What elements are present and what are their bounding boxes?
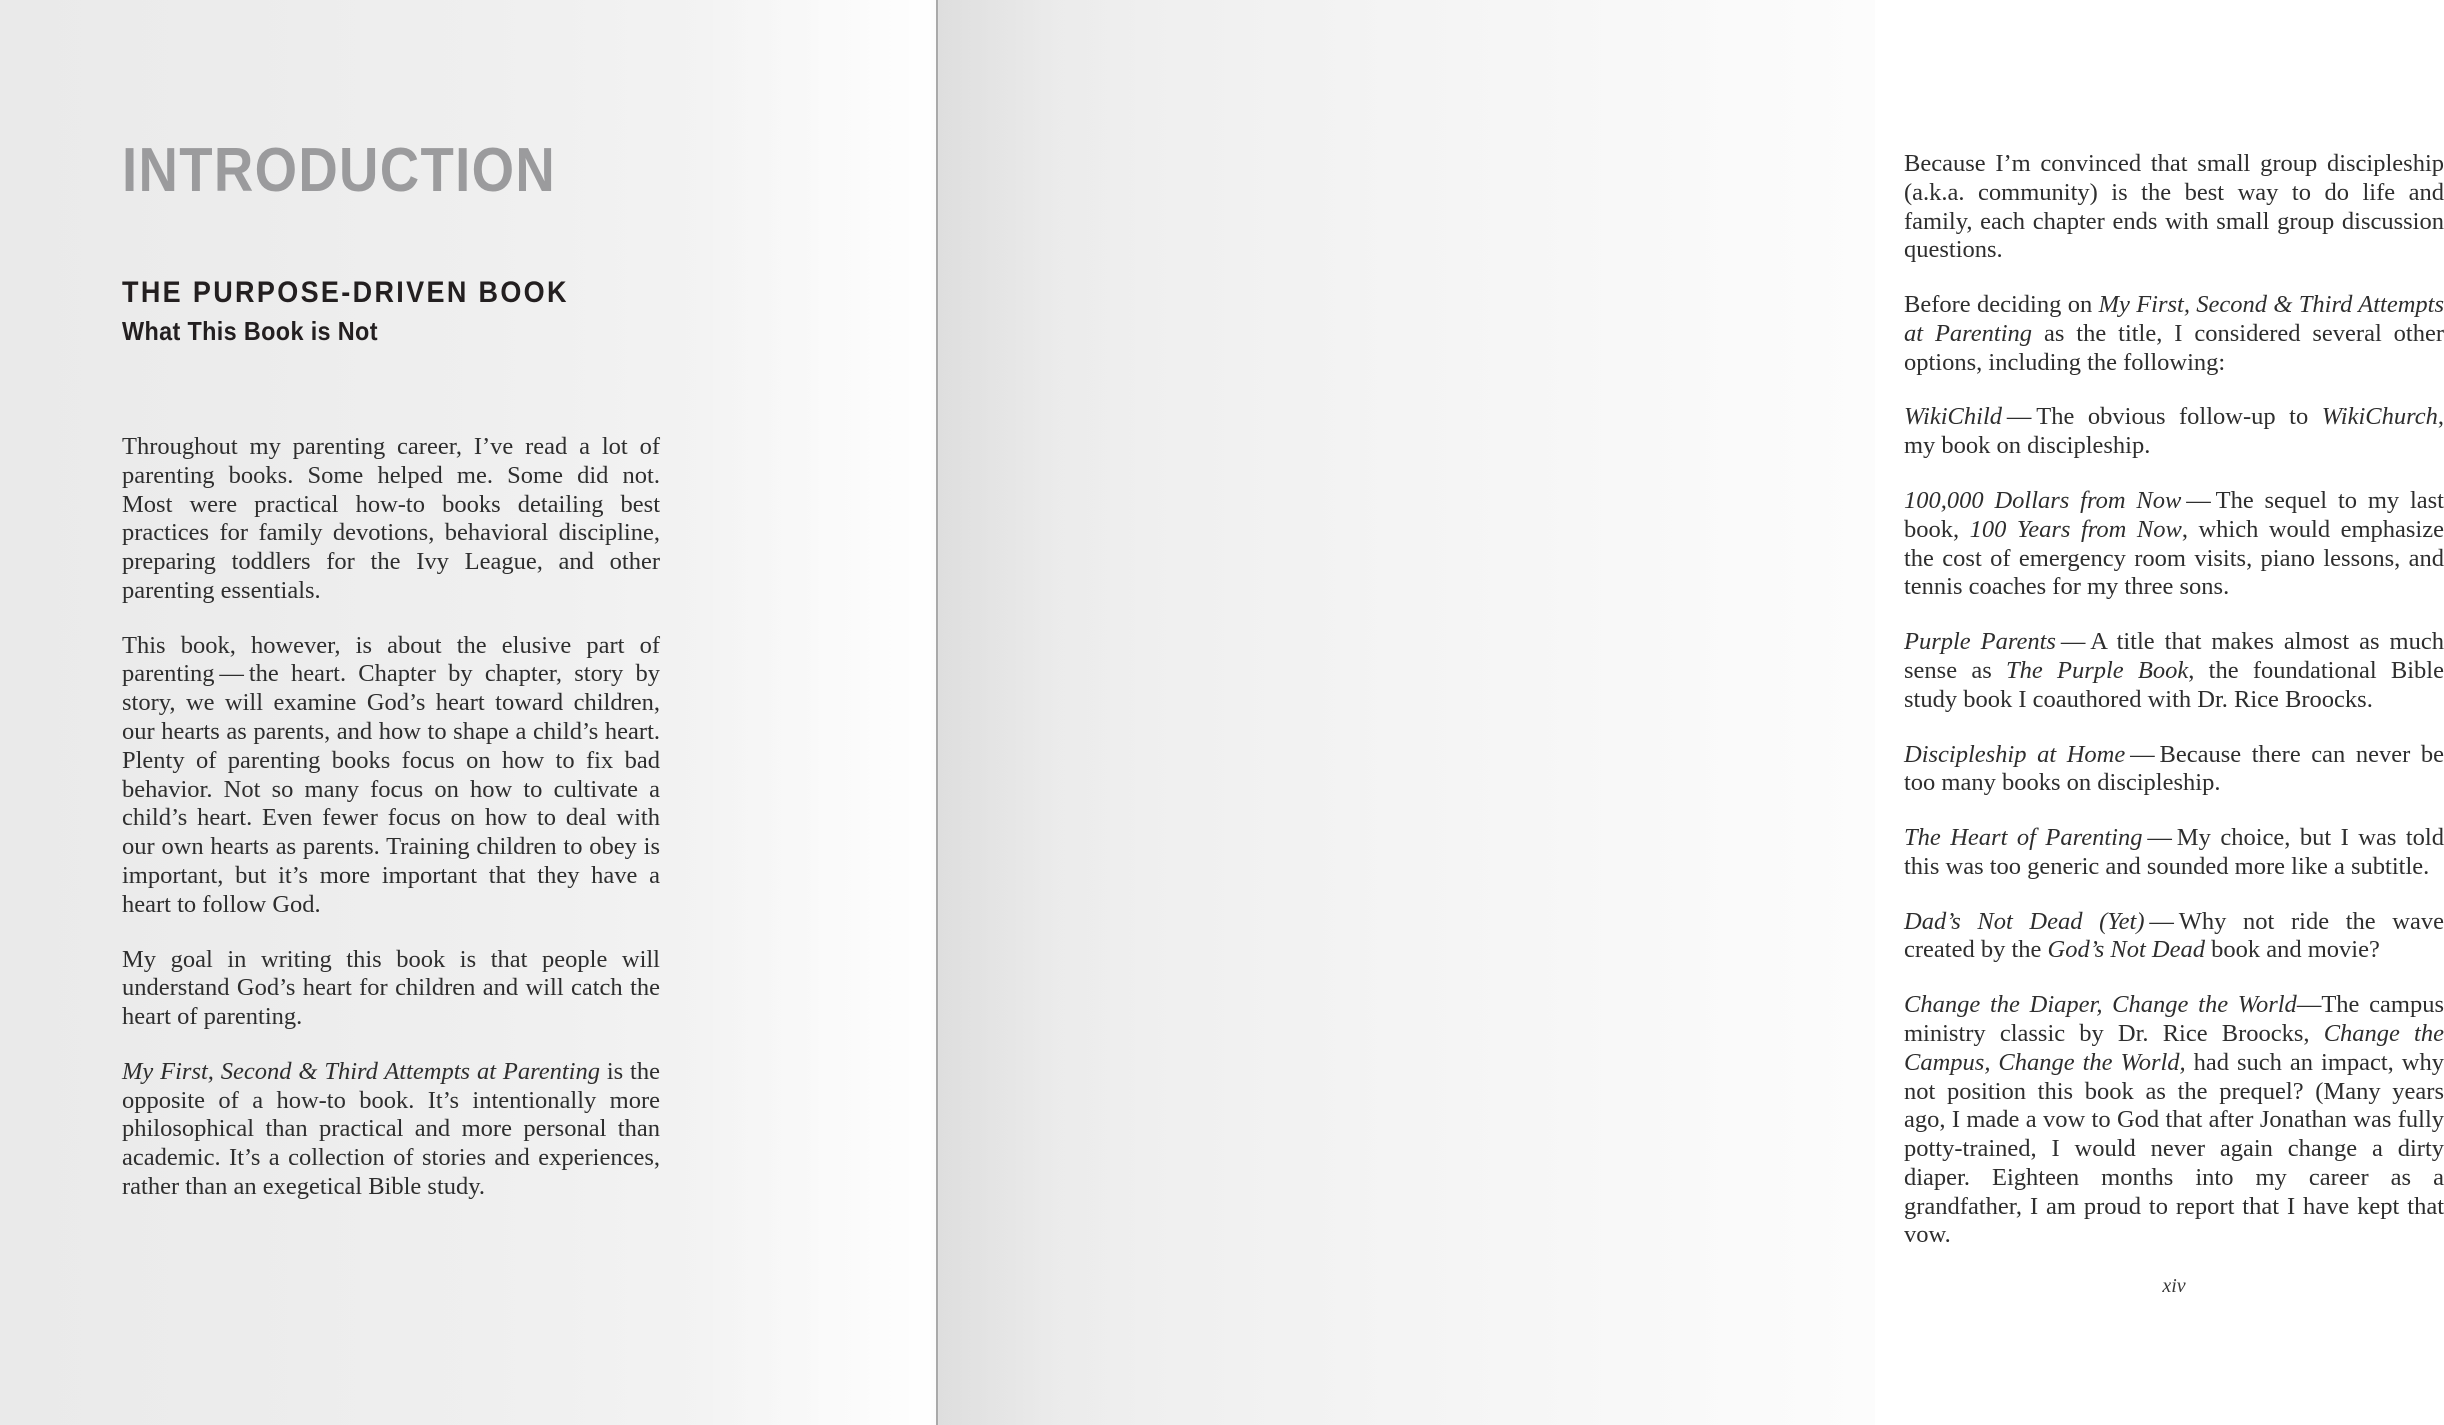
italic-title: Discipleship at Home: [1904, 740, 2126, 768]
italic-title: 100 Years from Now: [1969, 515, 2182, 543]
paragraph: [122, 632, 660, 920]
text-run: — The sequel to my last book,: [1904, 487, 2444, 543]
paragraph: [1904, 741, 2444, 799]
paragraph: [1904, 403, 2444, 461]
paragraph: [122, 946, 660, 1032]
text-run: — Because there can never be too many books on discipleship.: [1904, 740, 2444, 797]
text-run: Before deciding on: [1904, 291, 2099, 319]
italic-title: Dad’s Not Dead (Yet): [1904, 907, 2145, 935]
italic-title: My First, Second & Third Attempts at Parenting: [122, 1057, 600, 1085]
italic-title: WikiChild: [1904, 403, 2002, 431]
italic-title: The Purple Book: [2005, 656, 2189, 684]
left-page: [0, 0, 937, 1425]
paragraph: [1904, 824, 2444, 882]
text-run: This book, however, is about the elusive part of parenting — the heart. Chapter by chapter, story by story, we will examine God’s heart toward children, our hearts as parents, and how to shape a child’s heart. Plenty of parenting books focus on how to fix bad behavior. Not so many focus on how to cultivate a child’s heart. Even fewer focus on how to deal with our own hearts as parents. Training children to obey is important, but it’s more important that they have a heart to follow God.: [122, 631, 660, 918]
italic-title: 100,000 Dollars from Now: [1904, 487, 2182, 515]
italic-title: The Heart of Parenting: [1904, 824, 2143, 852]
chapter-title: INTRODUCTION: [122, 136, 557, 205]
text-run: — A title that makes almost as much sense as: [1904, 628, 2444, 684]
text-run: — The obvious follow-up to: [2002, 403, 2322, 431]
text-run: book and movie?: [2204, 936, 2380, 964]
italic-title: Change the Diaper, Change the World: [1904, 991, 2297, 1019]
text-run: had such an impact, why not position this book as the prequel? (Many years ago, I made a vow to God that after Jonathan was fully potty-trained, I would never again change a dirty diaper. Eighteen months into my career as a grandfather, I am proud to report that I have kept that vow.: [1904, 1048, 2444, 1249]
paragraph: [1904, 991, 2444, 1250]
text-run: Throughout my parenting career, I’ve read a lot of parenting books. Some helped me. Some did not. Most were practical how-to books detailing best practices for family devotions, behavioral discipline, preparing toddlers for the Ivy League, and other parenting essentials.: [122, 433, 660, 604]
left-body-text: [122, 433, 660, 1202]
italic-title: God’s Not Dead: [2047, 936, 2205, 964]
paragraph: [1904, 908, 2444, 966]
paragraph: [1904, 150, 2444, 265]
right-page-content: [1904, 150, 2444, 1250]
paragraph: [1904, 291, 2444, 377]
text-run: , the foundational Bible study book I coauthored with Dr. Rice Broocks.: [1904, 656, 2444, 713]
text-run: — Why not ride the wave created by the: [1904, 907, 2444, 964]
paragraph: [1904, 487, 2444, 602]
text-run: Because I’m convinced that small group discipleship (a.k.a. community) is the best way to do life and family, each chapter ends with small group discussion questions.: [1904, 150, 2444, 264]
section-subheading: What This Book is Not: [122, 316, 378, 346]
italic-title: My First, Second & Third Attempts at Parenting: [1904, 291, 2444, 347]
right-page: [938, 0, 2444, 1425]
text-run: My goal in writing this book is that people will understand God’s heart for children and will catch the heart of parenting.: [122, 945, 660, 1031]
paragraph: [1904, 628, 2444, 714]
italic-title: Change the Campus, Change the World,: [1904, 1019, 2444, 1076]
text-run: , my book on discipleship.: [1904, 403, 2444, 460]
italic-title: WikiChurch: [2321, 403, 2438, 431]
italic-title: Purple Parents: [1904, 628, 2056, 656]
text-run: —The campus ministry classic by Dr. Rice Broocks,: [1904, 991, 2444, 1047]
left-page-content: [122, 136, 660, 1202]
text-run: as the title, I considered several other options, including the following:: [1904, 319, 2444, 376]
section-heading: THE PURPOSE-DRIVEN BOOK: [122, 276, 569, 309]
text-run: is the opposite of a how-to book. It’s intentionally more philosophical than practical and more personal than academic. It’s a collection of stories and experiences, rather than an exegetical Bible study.: [122, 1057, 660, 1200]
text-run: — My choice, but I was told this was too generic and sounded more like a subtitle.: [1904, 824, 2444, 880]
paragraph: [122, 1058, 660, 1202]
page-number: xiv: [2162, 1275, 2186, 1297]
text-run: , which would emphasize the cost of emergency room visits, piano lessons, and tennis coaches for my three sons.: [1904, 515, 2444, 601]
paragraph: [122, 433, 660, 606]
